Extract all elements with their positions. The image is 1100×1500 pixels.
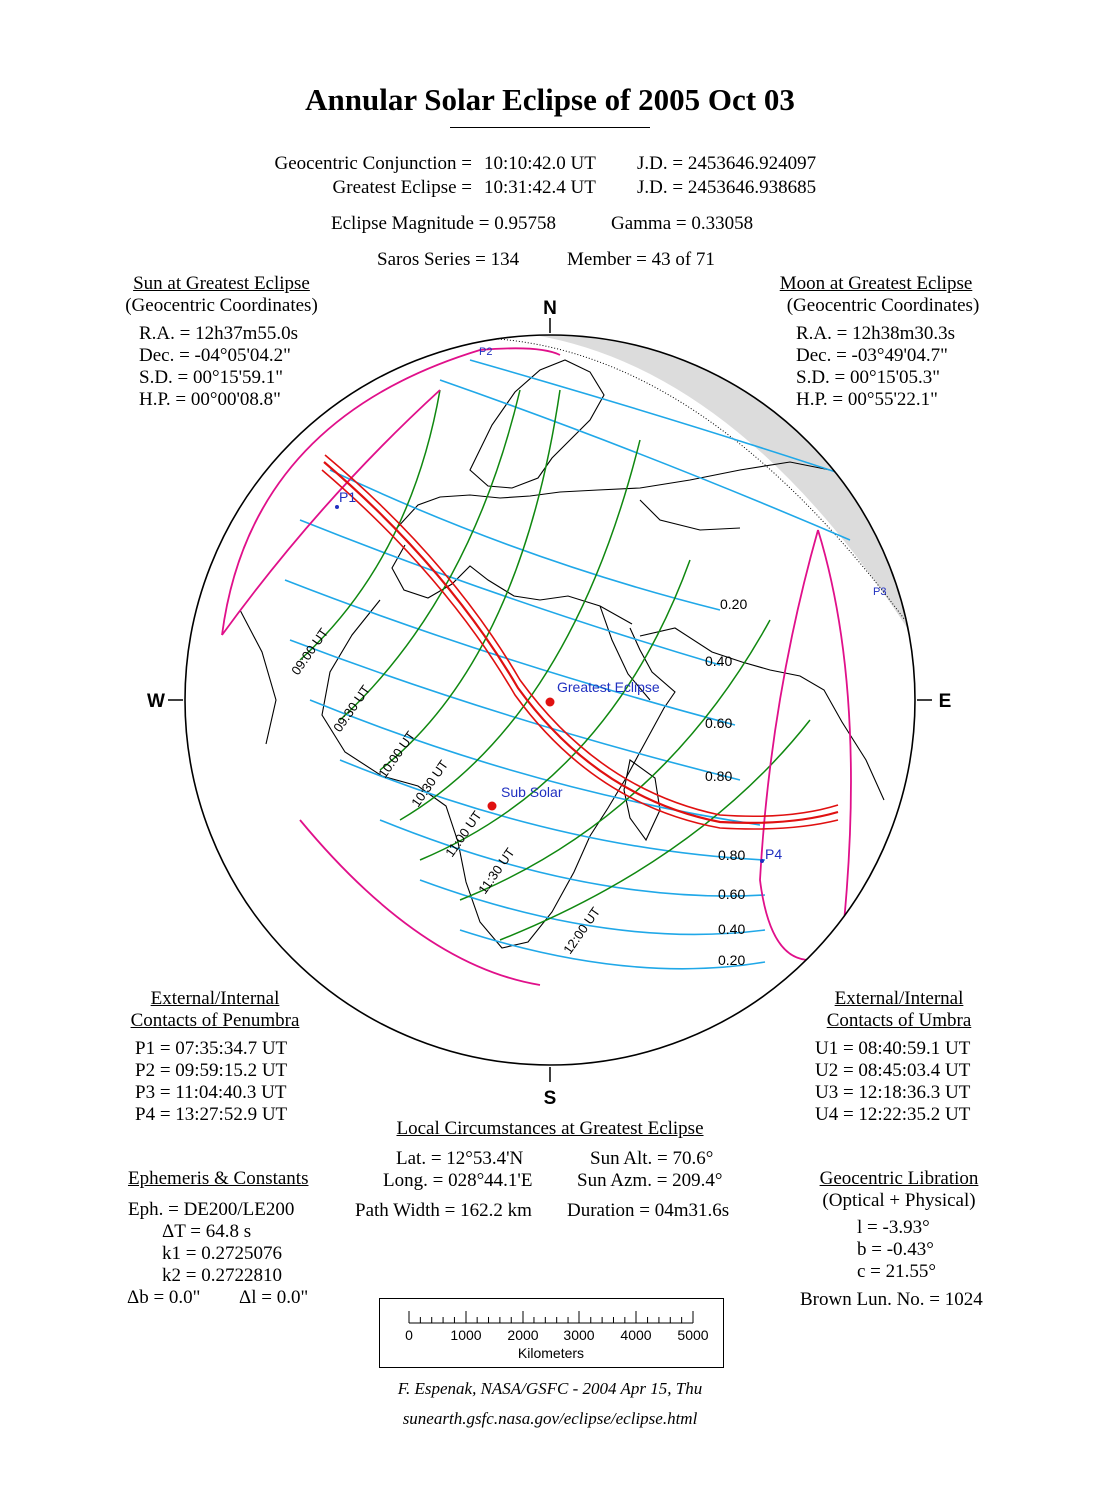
greatest-eclipse-jd: J.D. = 2453646.938685 — [637, 177, 817, 198]
sun-subheading: (Geocentric Coordinates) — [125, 295, 318, 316]
local-heading: Local Circumstances at Greatest Eclipse — [396, 1118, 704, 1139]
mag-curve-7 — [380, 820, 765, 896]
ephemeris-k2: k2 = 0.2722810 — [162, 1265, 282, 1286]
sun-sd: S.D. = 00°15'59.1" — [139, 367, 284, 388]
umbra-u1: U1 = 08:40:59.1 UT — [815, 1038, 971, 1059]
mag-curve-1 — [330, 470, 720, 610]
credit-line: F. Espenak, NASA/GSFC - 2004 Apr 15, Thu — [397, 1379, 703, 1398]
penumbra-p1: P1 = 07:35:34.7 UT — [135, 1038, 288, 1059]
greatest-eclipse-label: Greatest Eclipse — [557, 679, 660, 695]
moon-sd: S.D. = 00°15'05.3" — [796, 367, 941, 388]
mag-label-lower-4: 0.20 — [718, 952, 746, 968]
night-shading — [480, 330, 915, 640]
mag-label-upper-1: 0.20 — [720, 596, 748, 612]
scale-label-0: 0 — [405, 1327, 413, 1343]
libration-values — [857, 1217, 936, 1283]
umbra-heading-2: Contacts of Umbra — [826, 1010, 972, 1031]
ephemeris-delta-l: Δl = 0.0" — [239, 1287, 309, 1308]
greatest-eclipse-time: 10:31:42.4 UT — [484, 177, 596, 198]
scale-label-2000: 2000 — [507, 1327, 539, 1343]
scale-label-1000: 1000 — [450, 1327, 482, 1343]
time-curve-1000 — [380, 390, 560, 770]
geocentric-conjunction-jd: J.D. = 2453646.924097 — [637, 153, 817, 174]
umbra-heading-1: External/Internal — [834, 988, 964, 1009]
moon-subheading: (Geocentric Coordinates) — [786, 295, 980, 316]
time-label-0900: 09:00 UT — [288, 625, 332, 678]
west-label: W — [147, 691, 165, 712]
mag-label-lower-1: 0.80 — [718, 847, 746, 863]
source-url: sunearth.gsfc.nasa.gov/eclipse/eclipse.html — [402, 1409, 698, 1428]
moon-dec: Dec. = -03°49'04.7" — [796, 345, 948, 366]
p1-label: P1 — [339, 489, 357, 505]
western-limit-outer — [222, 348, 560, 635]
sun-dec: Dec. = -04°05'04.2" — [139, 345, 291, 366]
local-sun-azm: Sun Azm. = 209.4° — [577, 1170, 723, 1191]
p2-label: P2 — [479, 346, 493, 358]
mag-label-upper-2: 0.40 — [705, 653, 733, 669]
magnitude-curves — [285, 360, 860, 969]
scale-label-5000: 5000 — [677, 1327, 709, 1343]
saros-member: Member = 43 of 71 — [567, 249, 715, 270]
geocentric-conjunction-label: Geocentric Conjunction = — [274, 153, 472, 174]
libration-c: c = 21.55° — [857, 1261, 936, 1282]
time-curve-0900 — [300, 390, 440, 660]
p4-marker — [760, 859, 764, 863]
p4-label: P4 — [765, 846, 783, 862]
scale-label-4000: 4000 — [620, 1327, 652, 1343]
gamma-value: Gamma = 0.33058 — [611, 213, 754, 234]
penumbra-p2: P2 = 09:59:15.2 UT — [135, 1060, 288, 1081]
sun-heading: Sun at Greatest Eclipse — [133, 273, 310, 294]
east-label: E — [938, 691, 952, 712]
europe-coast — [395, 462, 830, 530]
central-path — [322, 455, 838, 829]
penumbra-heading-1: External/Internal — [150, 988, 280, 1009]
south-label: S — [543, 1088, 557, 1109]
p1-marker — [335, 505, 339, 509]
time-label-1130: 11:30 UT — [475, 845, 518, 897]
center-line — [324, 462, 838, 823]
ephemeris-eph: Eph. = DE200/LE200 — [128, 1199, 295, 1220]
page-title: Annular Solar Eclipse of 2005 Oct 03 — [305, 82, 795, 117]
local-lat: Lat. = 12°53.4'N — [396, 1148, 524, 1169]
scale-units: Kilometers — [517, 1345, 585, 1361]
time-label-1030: 10:30 UT — [408, 757, 452, 810]
moon-hp: H.P. = 00°55'22.1" — [796, 389, 938, 410]
brown-lunation: Brown Lun. No. = 1024 — [800, 1289, 983, 1310]
penumbra-p4: P4 = 13:27:52.9 UT — [135, 1104, 288, 1125]
time-label-1100: 11:00 UT — [442, 808, 485, 860]
umbra-u2: U2 = 08:45:03.4 UT — [815, 1060, 971, 1081]
penumbra-p3: P3 = 11:04:40.3 UT — [135, 1082, 287, 1103]
greatest-eclipse-marker — [546, 698, 555, 707]
greatest-eclipse-label: Greatest Eclipse = — [332, 177, 472, 198]
ephemeris-delta-b: Δb = 0.0" — [127, 1287, 201, 1308]
north-label: N — [543, 298, 557, 319]
caspian-coast — [640, 500, 740, 530]
ephemeris-k1: k1 = 0.2725076 — [162, 1243, 282, 1264]
moon-heading: Moon at Greatest Eclipse — [779, 273, 973, 294]
time-label-1000: 10:00 UT — [375, 728, 419, 781]
mag-label-lower-3: 0.40 — [718, 921, 746, 937]
scale-label-3000: 3000 — [563, 1327, 595, 1343]
libration-b: b = -0.43° — [857, 1239, 934, 1260]
mag-label-upper-4: 0.80 — [705, 768, 733, 784]
subsolar-marker — [488, 802, 497, 811]
libration-subheading: (Optical + Physical) — [822, 1190, 976, 1211]
libration-block — [786, 1168, 1012, 1212]
mag-label-upper-3: 0.60 — [705, 715, 733, 731]
local-long: Long. = 028°44.1'E — [383, 1170, 533, 1191]
time-label-1200: 12:00 UT — [560, 904, 604, 957]
time-curve-0930 — [340, 390, 520, 720]
local-sun-alt: Sun Alt. = 70.6° — [590, 1148, 714, 1169]
mediterranean-coast — [392, 545, 632, 624]
southern-limit — [300, 820, 540, 985]
penumbra-heading-2: Contacts of Penumbra — [130, 1010, 300, 1031]
scale-minor-ticks — [420, 1317, 681, 1323]
eclipse-magnitude: Eclipse Magnitude = 0.95758 — [331, 213, 556, 234]
time-label-0930: 09:30 UT — [330, 682, 374, 735]
libration-l: l = -3.93° — [857, 1217, 930, 1238]
south-america-coast — [240, 610, 276, 744]
umbra-contacts — [815, 1038, 970, 1126]
umbra-u3: U3 = 12:18:36.3 UT — [815, 1082, 971, 1103]
sun-ra: R.A. = 12h37m55.0s — [139, 323, 299, 344]
ephemeris-heading: Ephemeris & Constants — [128, 1168, 309, 1189]
eastern-limit-outer — [818, 530, 851, 960]
scale-bar — [379, 1298, 724, 1368]
geocentric-conjunction-time: 10:10:42.0 UT — [484, 153, 596, 174]
libration-heading: Geocentric Libration — [819, 1168, 979, 1189]
mag-label-lower-2: 0.60 — [718, 886, 746, 902]
local-path-width: Path Width = 162.2 km — [355, 1200, 532, 1221]
mag-curve-5 — [310, 700, 760, 825]
subsolar-label: Sub Solar — [501, 784, 563, 800]
p3-label: P3 — [873, 586, 887, 598]
local-duration: Duration = 04m31.6s — [567, 1200, 730, 1221]
sun-hp: H.P. = 00°00'08.8" — [139, 389, 281, 410]
ephemeris-delta-t: ΔT = 64.8 s — [162, 1221, 252, 1242]
umbra-u4: U4 = 12:22:35.2 UT — [815, 1104, 971, 1125]
penumbra-block — [110, 988, 320, 1032]
moon-ra: R.A. = 12h38m30.3s — [796, 323, 956, 344]
penumbra-contacts — [135, 1038, 287, 1126]
saros-series: Saros Series = 134 — [377, 249, 520, 270]
umbra-block — [796, 988, 1002, 1032]
